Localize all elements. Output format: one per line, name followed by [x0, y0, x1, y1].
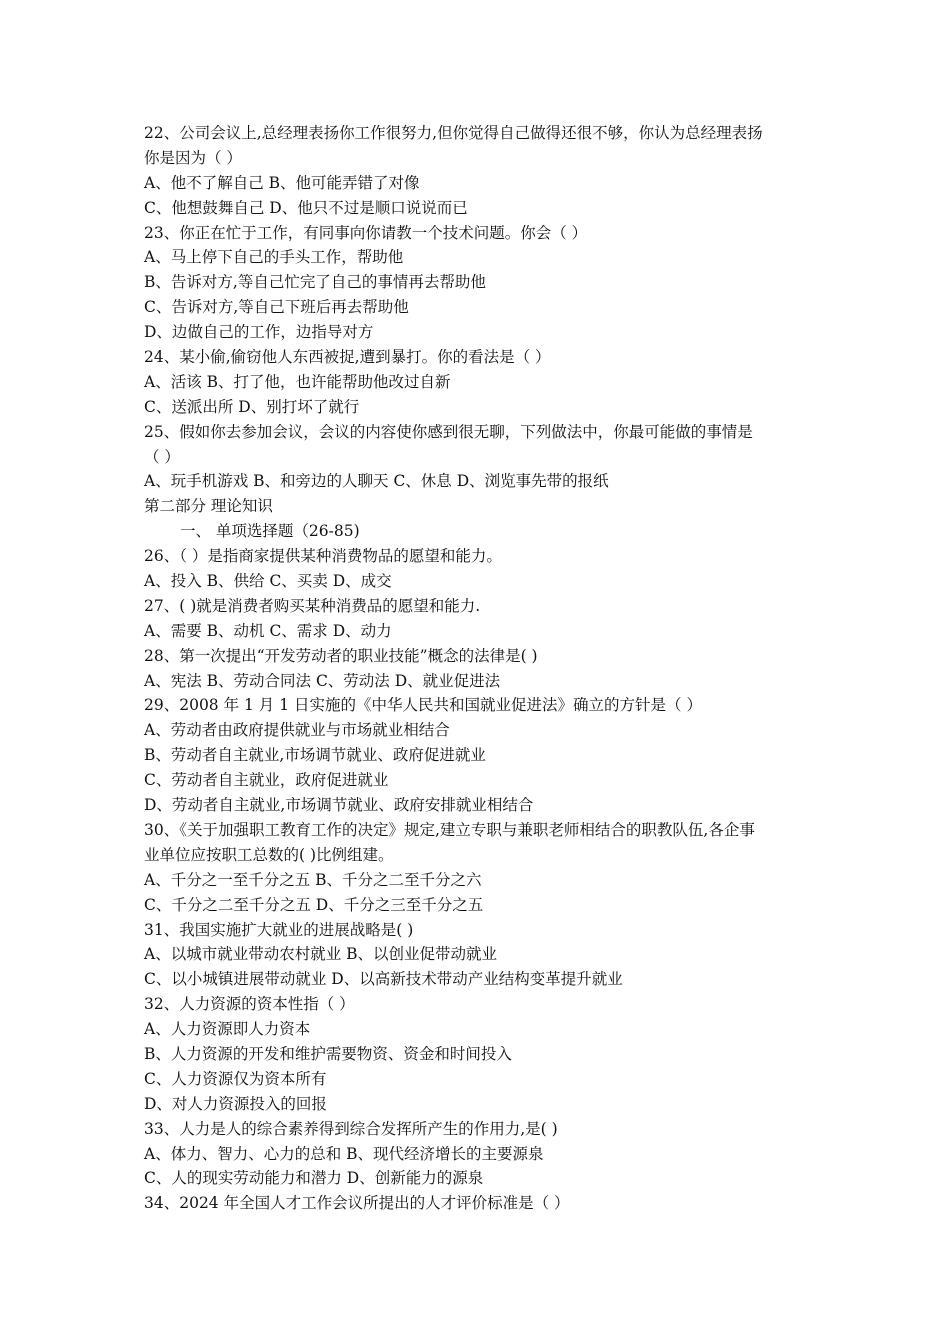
question-23-stem: 23、你正在忙于工作，有同事向你请教一个技术问题。你会（ ） [144, 223, 588, 242]
question-32-option-d: D、对人力资源投入的回报 [144, 1094, 327, 1113]
question-22-options-cd: C、他想鼓舞自己 D、他只不过是顺口说说而已 [144, 198, 468, 217]
question-22-stem-cont: 你是因为（ ） [144, 148, 242, 167]
question-25-options: A、玩手机游戏 B、和旁边的人聊天 C、休息 D、浏览事先带的报纸 [144, 472, 609, 491]
question-26-options: A、投入 B、供给 C、买卖 D、成交 [144, 572, 392, 591]
question-23-option-d: D、边做自己的工作，边指导对方 [144, 323, 374, 342]
question-31-options-ab: A、以城市就业带动农村就业 B、以创业促带动就业 [144, 945, 498, 964]
question-23-option-a: A、马上停下自己的手头工作，帮助他 [144, 248, 404, 267]
question-32-option-c: C、人力资源仅为资本所有 [144, 1069, 327, 1088]
section-heading: 第二部分 理论知识 [144, 497, 273, 516]
question-29-option-c: C、劳动者自主就业，政府促进就业 [144, 771, 389, 790]
question-27-stem: 27、( )就是消费者购买某种消费品的愿望和能力. [144, 596, 481, 615]
question-33-stem: 33、人力是人的综合素养得到综合发挥所产生的作用力,是( ) [144, 1119, 558, 1138]
question-25-stem: 25、假如你去参加会议，会议的内容使你感到很无聊，下列做法中，你最可能做的事情是 [144, 422, 753, 441]
question-24-stem: 24、某小偷,偷窃他人东西被捉,遭到暴打。你的看法是（ ） [144, 348, 551, 367]
question-33-options-ab: A、体力、智力、心力的总和 B、现代经济增长的主要源泉 [144, 1144, 544, 1163]
question-24-options-ab: A、活该 B、打了他，也许能帮助他改过自新 [144, 372, 451, 391]
question-33-options-cd: C、人的现实劳动能力和潜力 D、创新能力的源泉 [144, 1169, 484, 1188]
question-29-option-a: A、劳动者由政府提供就业与市场就业相结合 [144, 721, 450, 740]
question-29-option-d: D、劳动者自主就业,市场调节就业、政府安排就业相结合 [144, 796, 534, 815]
question-25-stem-cont: （ ） [144, 447, 180, 466]
question-30-options-cd: C、千分之二至千分之五 D、千分之三至千分之五 [144, 895, 484, 914]
question-22-stem: 22、公司会议上,总经理表扬你工作很努力,但你觉得自己做得还很不够，你认为总经理表扬 [144, 124, 763, 142]
question-23-option-c: C、告诉对方,等自己下班后再去帮助他 [144, 298, 409, 317]
question-31-options-cd: C、以小城镇进展带动就业 D、以高新技术带动产业结构变革提升就业 [144, 970, 623, 989]
question-32-option-a: A、人力资源即人力资本 [144, 1020, 311, 1039]
question-22-options-ab: A、他不了解自己 B、他可能弄错了对像 [144, 173, 420, 192]
document-page [144, 121, 814, 1216]
question-34-stem: 34、2024 年全国人才工作会议所提出的人才评价标准是（ ） [144, 1194, 570, 1213]
subsection-heading: 一、 单项选择题（26-85) [180, 522, 360, 541]
question-32-option-b: B、人力资源的开发和维护需要物资、资金和时间投入 [144, 1044, 512, 1063]
question-30-stem-cont: 业单位应按职工总数的( )比例组建。 [144, 845, 394, 864]
question-26-stem: 26、（ ）是指商家提供某种消费物品的愿望和能力。 [144, 547, 502, 566]
question-31-stem: 31、我国实施扩大就业的进展战略是( ) [144, 920, 414, 939]
question-29-option-b: B、劳动者自主就业,市场调节就业、政府促进就业 [144, 746, 486, 765]
question-28-options: A、宪法 B、劳动合同法 C、劳动法 D、就业促进法 [144, 671, 501, 690]
question-32-stem: 32、人力资源的资本性指（ ） [144, 995, 355, 1014]
question-28-stem: 28、第一次提出“开发劳动者的职业技能”概念的法律是( ) [144, 646, 538, 665]
question-27-options: A、需要 B、动机 C、需求 D、动力 [144, 621, 392, 640]
question-24-options-cd: C、送派出所 D、别打坏了就行 [144, 397, 360, 416]
question-30-stem: 30、《关于加强职工教育工作的决定》规定,建立专职与兼职老师相结合的职教队伍,各企事 [144, 820, 755, 839]
question-30-options-ab: A、千分之一至千分之五 B、千分之二至千分之六 [144, 870, 482, 889]
question-23-option-b: B、告诉对方,等自己忙完了自己的事情再去帮助他 [144, 273, 486, 292]
question-29-stem: 29、2008 年 1 月 1 日实施的《中华人民共和国就业促进法》确立的方针是（ ） [144, 696, 702, 715]
